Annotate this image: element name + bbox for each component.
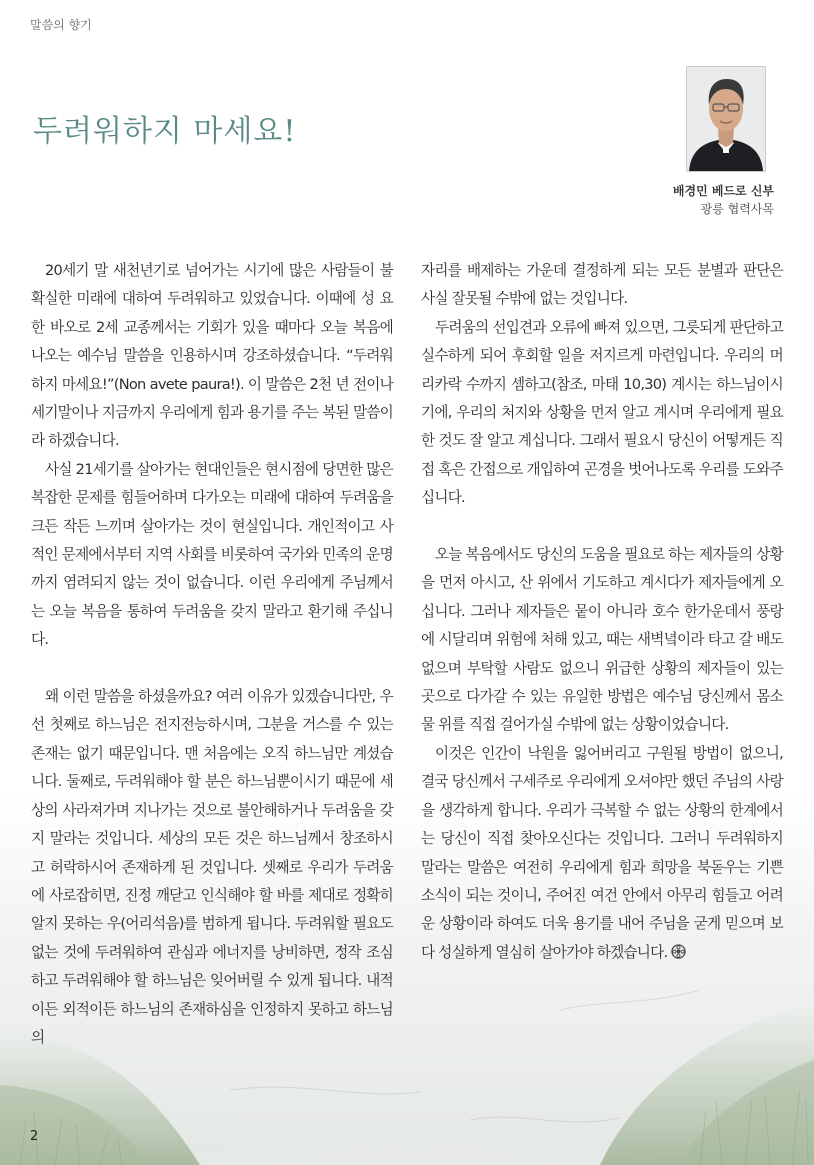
paragraph: 사실 21세기를 살아가는 현대인들은 현시점에 당면한 많은 복잡한 문제를 힘들어하며 다가오는 미래에 대하여 두려움을 크든 작든 느끼며 살아가는 것이 현실입니다. 개인적이고 사적인 문제에서부터 지역 사회를 비롯하여 국가와 민족의 운명까지 염려되지 않는 것이 없습니다. 이런 우리에게 주님께서는 오늘 복음을 통하여 두려움을 갖지 말라고 환기해 주십니다. [31,460,393,649]
paragraph: 20세기 말 새천년기로 넘어가는 시기에 많은 사람들이 불확실한 미래에 대하여 두려워하고 있었습니다. 이때에 성 요한 바오로 2세 교종께서는 기회가 있을 때마다 오늘 복음에 나오는 예수님 말씀을 인용하시며 강조하셨습니다. “두려워하지 마세요!”(Non avete paura!). 이 말씀은 2천 년 전이나 세기말이나 지금까지 우리에게 힘과 용기를 주는 복된 말씀이라 하겠습니다. [31,262,393,450]
article-column-left [31,257,393,1052]
article-column-right [421,257,783,967]
priest-portrait-icon [687,67,765,171]
paragraph: 오늘 복음에서도 당신의 도움을 필요로 하는 제자들의 상황을 먼저 아시고, 산 위에서 기도하고 계시다가 제자들에게 오십니다. 그러나 제자들은 뭍이 아니라 호수 한가운데서 풍랑에 시달리며 위험에 처해 있고, 때는 새벽녘이라 타고 갈 배도 없으며 부탁할 사람도 없으니 위급한 상황의 제자들이 있는 곳으로 다가갈 수 있는 유일한 방법은 예수님 당신께서 몸소 물 위를 직접 걸어가실 수밖에 없는 상황이었습니다. [421,546,783,734]
paragraph: 두려움의 선입견과 오류에 빠져 있으면, 그릇되게 판단하고 실수하게 되어 후회할 일을 저지르게 마련입니다. 우리의 머리카락 수까지 셈하고(참조, 마태 10,30) 계시는 하느님이시기에, 우리의 처지와 상황을 먼저 알고 계시며 우리에게 필요한 것도 잘 알고 계십니다. 그래서 필요시 당신이 어떻게든 직접 혹은 간접으로 개입하여 곤경을 벗어나도록 우리를 도와주십니다. [421,318,783,507]
paragraph [421,740,783,967]
paragraph: 자리를 배제하는 가운데 결정하게 되는 모든 분별과 판단은 사실 잘못될 수밖에 없는 것입니다. [421,262,783,308]
page-title: 두려워하지 마세요! [33,114,297,149]
section-label: 말씀의 향기 [30,18,92,32]
author-name: 배경민 베드로 신부 [672,184,774,198]
rose-ornament-icon [671,944,686,959]
paragraph: 왜 이런 말씀을 하셨을까요? 여러 이유가 있겠습니다만, 우선 첫째로 하느님은 전지전능하시며, 그분을 거스를 수 있는 존재는 없기 때문입니다. 맨 처음에는 오직 하느님만 계셨습니다. 둘째로, 두려워해야 할 분은 하느님뿐이시기 때문에 세상의 사라져가며 지나가는 것으로 불안해하거나 두려움을 갖지 말라는 것입니다. 세상의 모든 것은 하느님께서 창조하시고 허락하시어 존재하게 된 것입니다. 셋째로 우리가 두려움에 사로잡히면, 진정 깨닫고 인식해야 할 바를 제대로 정확히 알지 못하는 우(어리석음)를 범하게 됩니다. 두려워할 필요도 없는 것에 두려워하여 관심과 에너지를 낭비하면, 정작 조심하고 두려워해야 할 하느님은 잊어버릴 수 있게 됩니다. 내적이든 외적이든 하느님의 존재하심을 인정하지 못하고 하느님의 [31,688,393,1046]
author-role: 광릉 협력사목 [700,202,774,216]
page-number: 2 [30,1129,39,1144]
paragraph-text: 이것은 인간이 낙원을 잃어버리고 구원될 방법이 없으니, 결국 당신께서 구세주로 우리에게 오셔야만 했던 주님의 사랑을 생각하게 합니다. 우리가 극복할 수 없는 상황의 한계에서는 당신이 직접 찾아오신다는 것입니다. 그러니 두려워하지 말라는 말씀은 여전히 우리에게 힘과 희망을 북돋우는 기쁜 소식이 되는 것이니, 주어진 여건 안에서 아무리 힘들고 어려운 상황이라 하여도 더욱 용기를 내어 주님을 굳게 믿으며 보다 성실하게 열심히 살아가야 하겠습니다. [421,744,783,961]
author-photo [686,66,766,172]
